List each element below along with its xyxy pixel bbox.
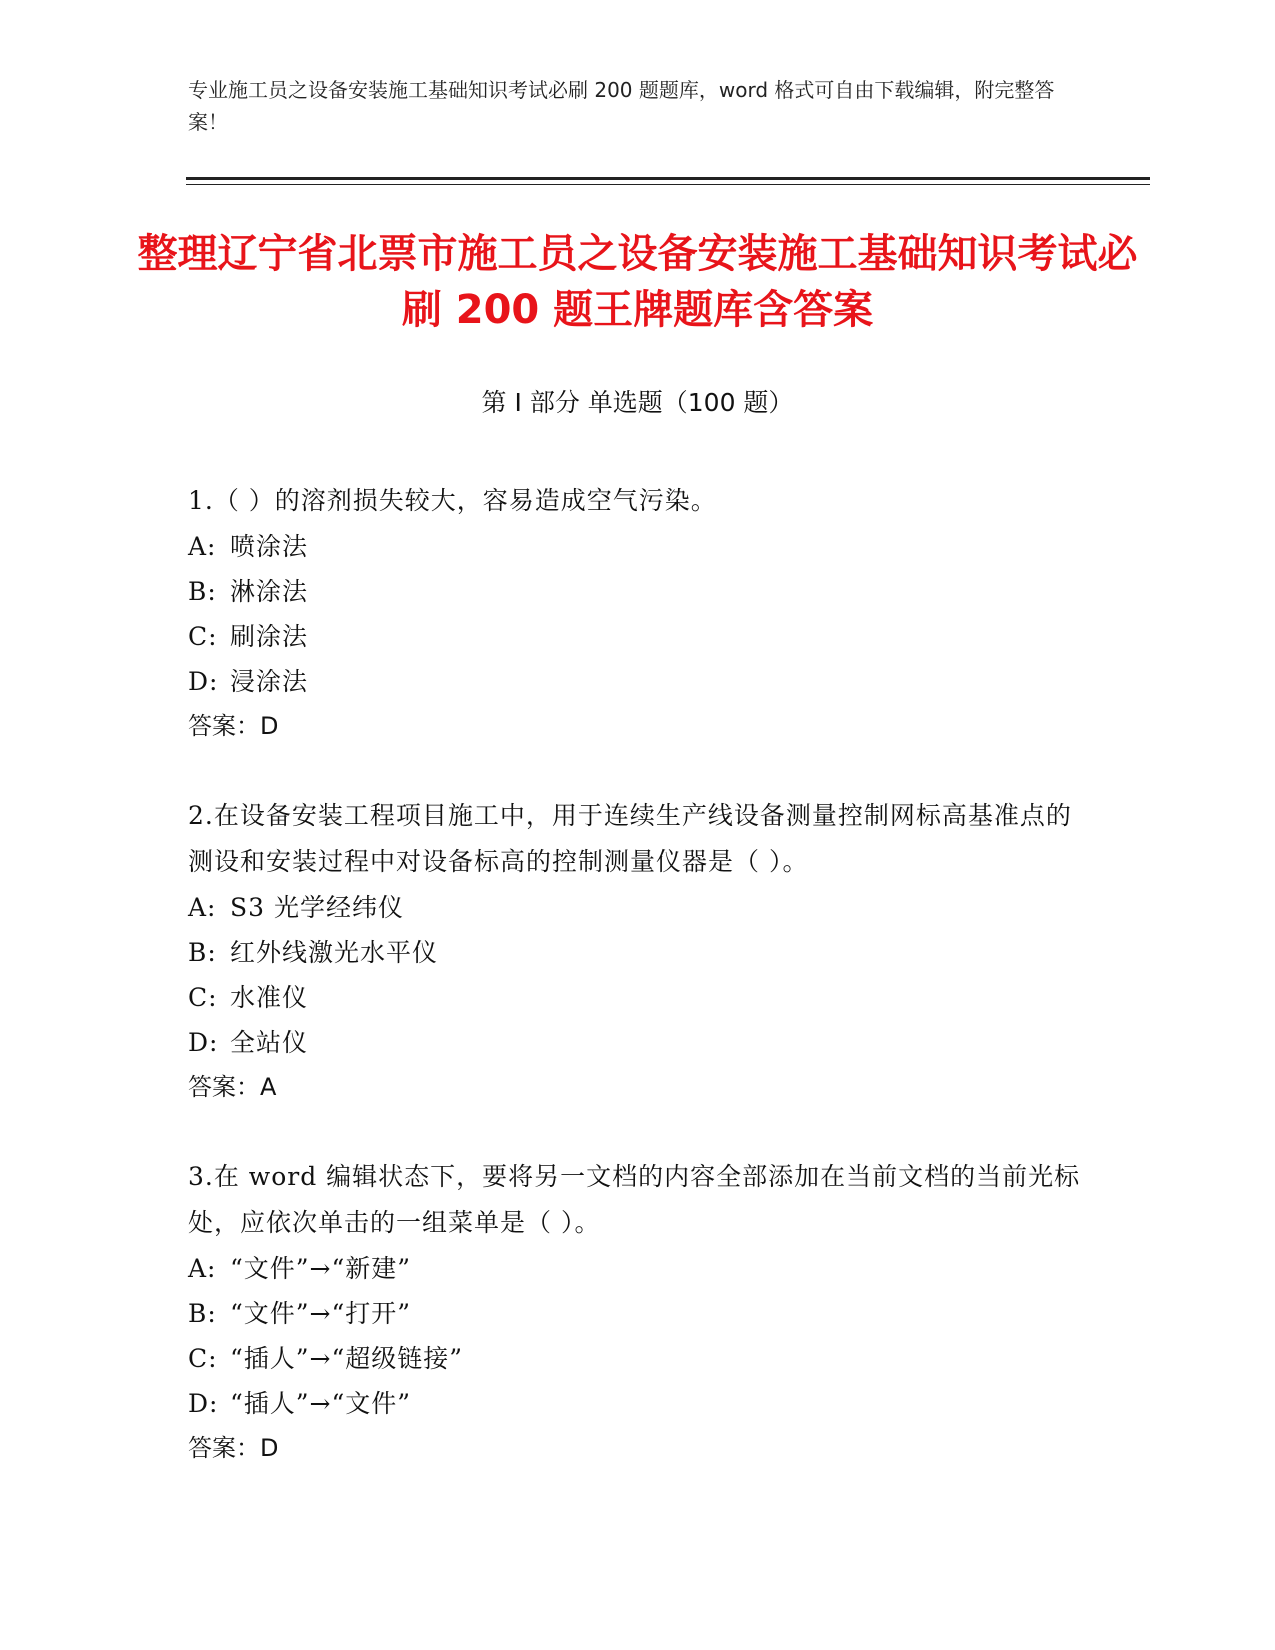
option-b xyxy=(188,569,1088,614)
option-letter: C: xyxy=(188,622,218,651)
option-text: 浸涂法 xyxy=(230,667,309,696)
option-text: 红外线激光水平仪 xyxy=(230,938,439,967)
option-text: 淋涂法 xyxy=(230,577,309,606)
answer-line: 答案：A xyxy=(188,1073,277,1101)
option-text: 刷涂法 xyxy=(230,622,309,651)
option-text: “插人”→“文件” xyxy=(230,1389,412,1418)
option-text: 全站仪 xyxy=(230,1028,309,1057)
option-c xyxy=(188,1336,1088,1381)
option-letter: D: xyxy=(188,1389,219,1418)
answer-line: 答案：D xyxy=(188,712,279,740)
section-heading: 第 I 部分 单选题（100 题） xyxy=(481,388,794,417)
option-letter: D: xyxy=(188,1028,219,1057)
option-text: “文件”→“新建” xyxy=(230,1254,412,1283)
option-c xyxy=(188,614,1088,659)
header-rule-thick xyxy=(186,177,1150,180)
option-a xyxy=(188,1246,1088,1291)
option-d xyxy=(188,659,1088,704)
option-letter: B: xyxy=(188,577,217,606)
option-letter: B: xyxy=(188,1299,217,1328)
answer-line: 答案：D xyxy=(188,1434,279,1462)
question-2 xyxy=(188,793,1088,1110)
option-text: “文件”→“打开” xyxy=(230,1299,412,1328)
document-title: 整理辽宁省北票市施工员之设备安装施工基础知识考试必刷 200 题王牌题库含答案 xyxy=(137,231,1138,333)
option-text: 水准仪 xyxy=(230,983,309,1012)
option-text: “插人”→“超级链接” xyxy=(230,1344,464,1373)
header-note: 专业施工员之设备安装施工基础知识考试必刷 200 题题库，word 格式可自由下载编辑，附完整答案！ xyxy=(188,78,1055,134)
question-1 xyxy=(188,478,1088,749)
option-c xyxy=(188,975,1088,1020)
option-letter: B: xyxy=(188,938,217,967)
question-list xyxy=(188,478,1088,1515)
question-stem: 2.在设备安装工程项目施工中，用于连续生产线设备测量控制网标高基准点的测设和安装过程中对设备标高的控制测量仪器是（ ）。 xyxy=(188,801,1072,876)
option-d xyxy=(188,1020,1088,1065)
question-3 xyxy=(188,1154,1088,1471)
option-d xyxy=(188,1381,1088,1426)
option-letter: A: xyxy=(188,893,217,922)
option-letter: A: xyxy=(188,532,217,561)
header-rule-thin xyxy=(186,184,1150,185)
option-text: S3 光学经纬仪 xyxy=(230,893,404,922)
option-b xyxy=(188,1291,1088,1336)
question-stem: 1.（ ）的溶剂损失较大，容易造成空气污染。 xyxy=(188,486,717,515)
option-text: 喷涂法 xyxy=(230,532,309,561)
question-stem: 3.在 word 编辑状态下，要将另一文档的内容全部添加在当前文档的当前光标处，应依次单击的一组菜单是（ ）。 xyxy=(188,1162,1081,1237)
option-letter: A: xyxy=(188,1254,217,1283)
option-letter: C: xyxy=(188,1344,218,1373)
option-b xyxy=(188,930,1088,975)
option-a xyxy=(188,885,1088,930)
option-a xyxy=(188,524,1088,569)
option-letter: D: xyxy=(188,667,219,696)
option-letter: C: xyxy=(188,983,218,1012)
